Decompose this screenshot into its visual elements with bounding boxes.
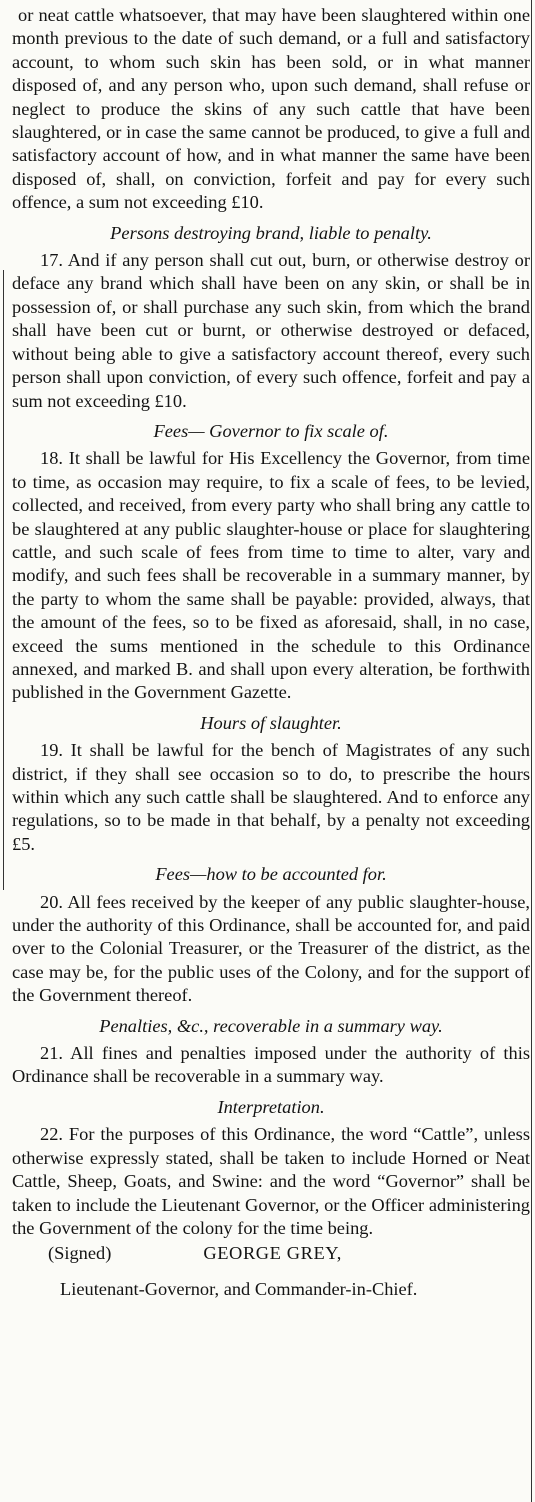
section-heading: Penalties, &c., recoverable in a summary way. bbox=[99, 1015, 443, 1036]
document-column bbox=[12, 4, 530, 1301]
opening-paragraph: or neat cattle whatsoever, that may have been slaughtered within one month previous to the date of such demand, or a full and satisfactory account, to whom such skin has been sold, or in what manner disposed of, and any person who, upon such demand, shall refuse or neglect to produce the skins of any such cattle that have been slaughtered, or in case the same cannot be produced, to give a full and satisfactory account of how, and in what manner the same have been disposed of, shall, on conviction, forfeit and pay for every such offence, a sum not exceeding £10. bbox=[12, 5, 530, 213]
section-22 bbox=[12, 1096, 530, 1240]
section-text: 17. And if any person shall cut out, burn, or otherwise destroy or deface any brand which shall have been on any skin, or shall be in possession of, or shall purchase any such skin, from which the brand shall have been cut or burnt, or otherwise destroyed or defaced, without being able to give a satisfactory account thereof, every such person shall upon conviction, of every such offence, forfeit and pay a sum not exceeding £10. bbox=[12, 250, 530, 411]
signature-line bbox=[12, 1242, 530, 1265]
section-17 bbox=[12, 222, 530, 413]
section-heading: Fees— Governor to fix scale of. bbox=[153, 420, 389, 441]
section-21 bbox=[12, 1015, 530, 1089]
section-text: 22. For the purposes of this Ordinance, the word “Cattle”, unless otherwise expressly stated, shall be taken to include Horned or Neat Cattle, Sheep, Goats, and Swine: and the word “Governor” shall be taken to include the Lieutenant Governor, or the Officer administering the Government of the colony for the time being. bbox=[12, 1124, 530, 1238]
section-18 bbox=[12, 420, 530, 705]
section-19 bbox=[12, 712, 530, 856]
section-text: 21. All fines and penalties imposed under the authority of this Ordinance shall be recoverable in a summary way. bbox=[12, 1043, 530, 1087]
signatory-title: Lieutenant-Governor, and Commander-in-Chief. bbox=[60, 1278, 418, 1299]
section-text: 18. It shall be lawful for His Excellency the Governor, from time to time, as occasion may require, to fix a scale of fees, to be levied, collected, and received, from every party who shall bring any cattle to be slaughtered at any public slaughter-house or place for slaughtering cattle, and such scale of fees from time to time to alter, vary and modify, and such fees shall be recoverable in a summary manner, by the party to whom the same shall be payable: provided, always, that the amount of the fees, so to be fixed as aforesaid, shall, in no case, exceed the sums mentioned in the schedule to this Ordinance annexed, and marked B. and shall upon every alteration, be forthwith published in the Government Gazette. bbox=[12, 448, 530, 703]
signatory-name: GEORGE GREY, bbox=[203, 1243, 343, 1264]
section-heading: Hours of slaughter. bbox=[200, 712, 342, 733]
section-text: 19. It shall be lawful for the bench of Magistrates of any such district, if they shall see occasion so to do, to prescribe the hours within which any such cattle shall be slaughtered. And to enforce any regulations, so to be made in that behalf, by a penalty not exceeding £5. bbox=[12, 740, 530, 854]
section-heading: Interpretation. bbox=[217, 1096, 325, 1117]
section-20 bbox=[12, 863, 530, 1007]
section-heading: Fees—how to be accounted for. bbox=[155, 864, 387, 885]
column-rule-right bbox=[531, 0, 532, 1502]
section-text: 20. All fees received by the keeper of any public slaughter-house, under the authority of this Ordinance, shall be accounted for, and paid over to the Colonial Treasurer, or the Treasurer of the district, as the case may be, for the public uses of the Colony, and for the support of the Government thereof. bbox=[12, 891, 530, 1006]
signed-label: (Signed) bbox=[48, 1243, 112, 1264]
section-heading: Persons destroying brand, liable to penalty. bbox=[110, 222, 432, 243]
column-rule-left bbox=[3, 270, 4, 890]
